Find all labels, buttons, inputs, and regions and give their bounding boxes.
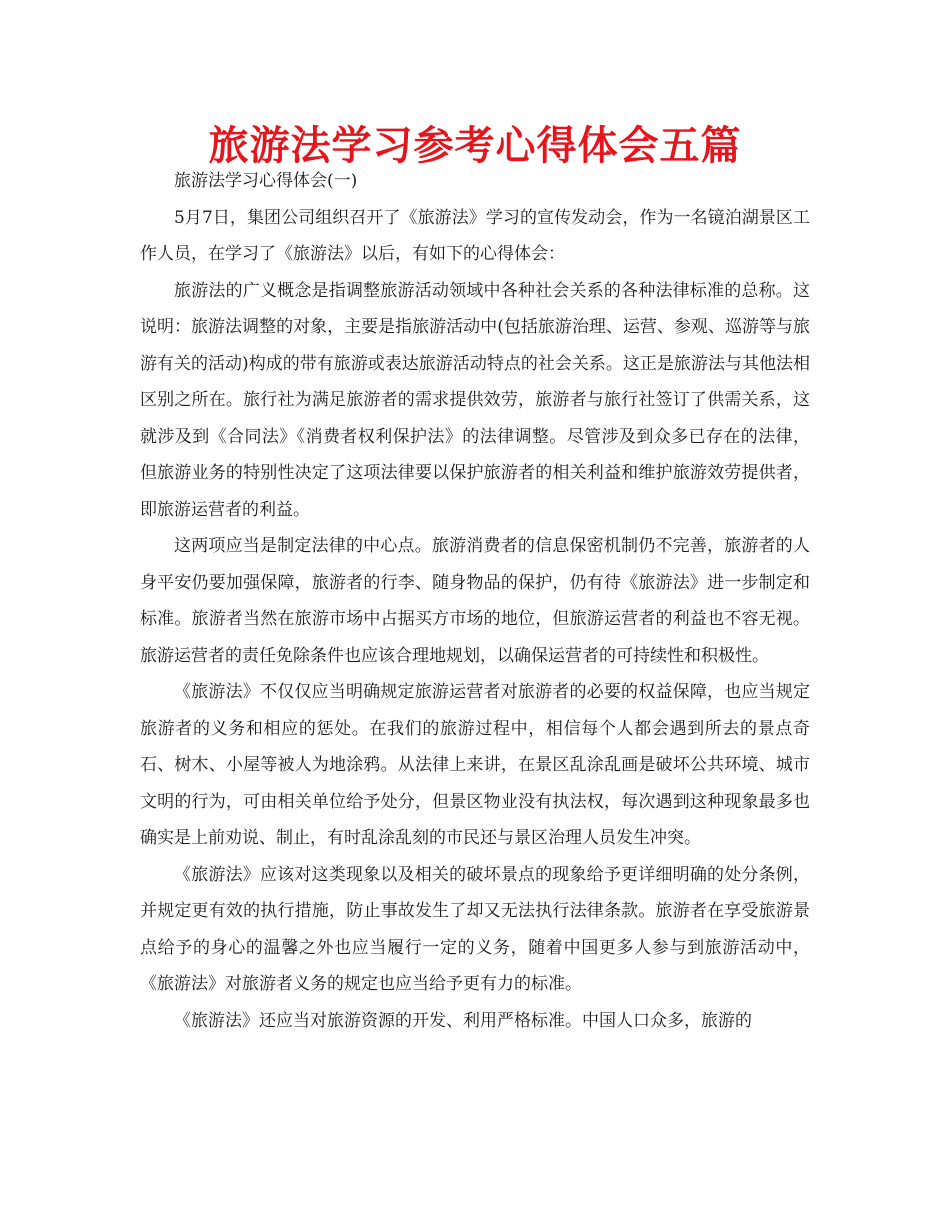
document-body — [140, 163, 810, 1039]
paragraph-intro: 5月7日，集团公司组织召开了《旅游法》学习的宣传发动会，作为一名镜泊湖景区工作人员，在学习了《旅游法》以后，有如下的心得体会： — [140, 207, 810, 264]
paragraph-definition: 旅游法的广义概念是指调整旅游活动领域中各种社会关系的各种法律标准的总称。这说明：旅游法调整的对象，主要是指旅游活动中(包括旅游治理、运营、参观、巡游等与旅游有关的活动)构成的带有旅游或表达旅游活动特点的社会关系。这正是旅游法与其他法相区别之所在。旅行社为满足旅游者的需求提供效劳，旅游者与旅行社签订了供需关系，这就涉及到《合同法》《消费者权利保护法》的法律调整。尽管涉及到众多已存在的法律，但旅游业务的特别性决定了这项法律要以保护旅游者的相关利益和维护旅游效劳提供者，即旅游运营者的利益。 — [140, 280, 810, 520]
paragraph-regulations: 《旅游法》应该对这类现象以及相关的破坏景点的现象给予更详细明确的处分条例，并规定更有效的执行措施，防止事故发生了却又无法执行法律条款。旅游者在享受旅游景点给予的身心的温馨之外也应当履行一定的义务，随着中国更多人参与到旅游活动中，《旅游法》对旅游者义务的规定也应当给予更有力的标准。 — [140, 864, 810, 994]
paragraph-subtitle: 旅游法学习心得体会(一) — [174, 171, 358, 191]
paragraph-core-points: 这两项应当是制定法律的中心点。旅游消费者的信息保密机制仍不完善，旅游者的人身平安仍要加强保障，旅游者的行李、随身物品的保护，仍有待《旅游法》进一步制定和标准。旅游者当然在旅游市场中占据买方市场的地位，但旅游运营者的利益也不容无视。旅游运营者的责任免除条件也应该合理地规划，以确保运营者的可持续性和积极性。 — [140, 536, 810, 666]
document-title: 旅游法学习参考心得体会五篇 — [208, 123, 742, 169]
paragraph-obligations: 《旅游法》不仅仅应当明确规定旅游运营者对旅游者的必要的权益保障，也应当规定旅游者的义务和相应的惩处。在我们的旅游过程中，相信每个人都会遇到所去的景点奇石、树木、小屋等被人为地涂鸦。从法律上来讲，在景区乱涂乱画是破坏公共环境、城市文明的行为，可由相关单位给予处分，但景区物业没有执法权，每次遇到这种现象最多也确实是上前劝说、制止，有时乱涂乱刻的市民还与景区治理人员发生冲突。 — [140, 682, 810, 848]
paragraph-resources: 《旅游法》还应当对旅游资源的开发、利用严格标准。中国人口众多，旅游的 — [174, 1010, 752, 1031]
